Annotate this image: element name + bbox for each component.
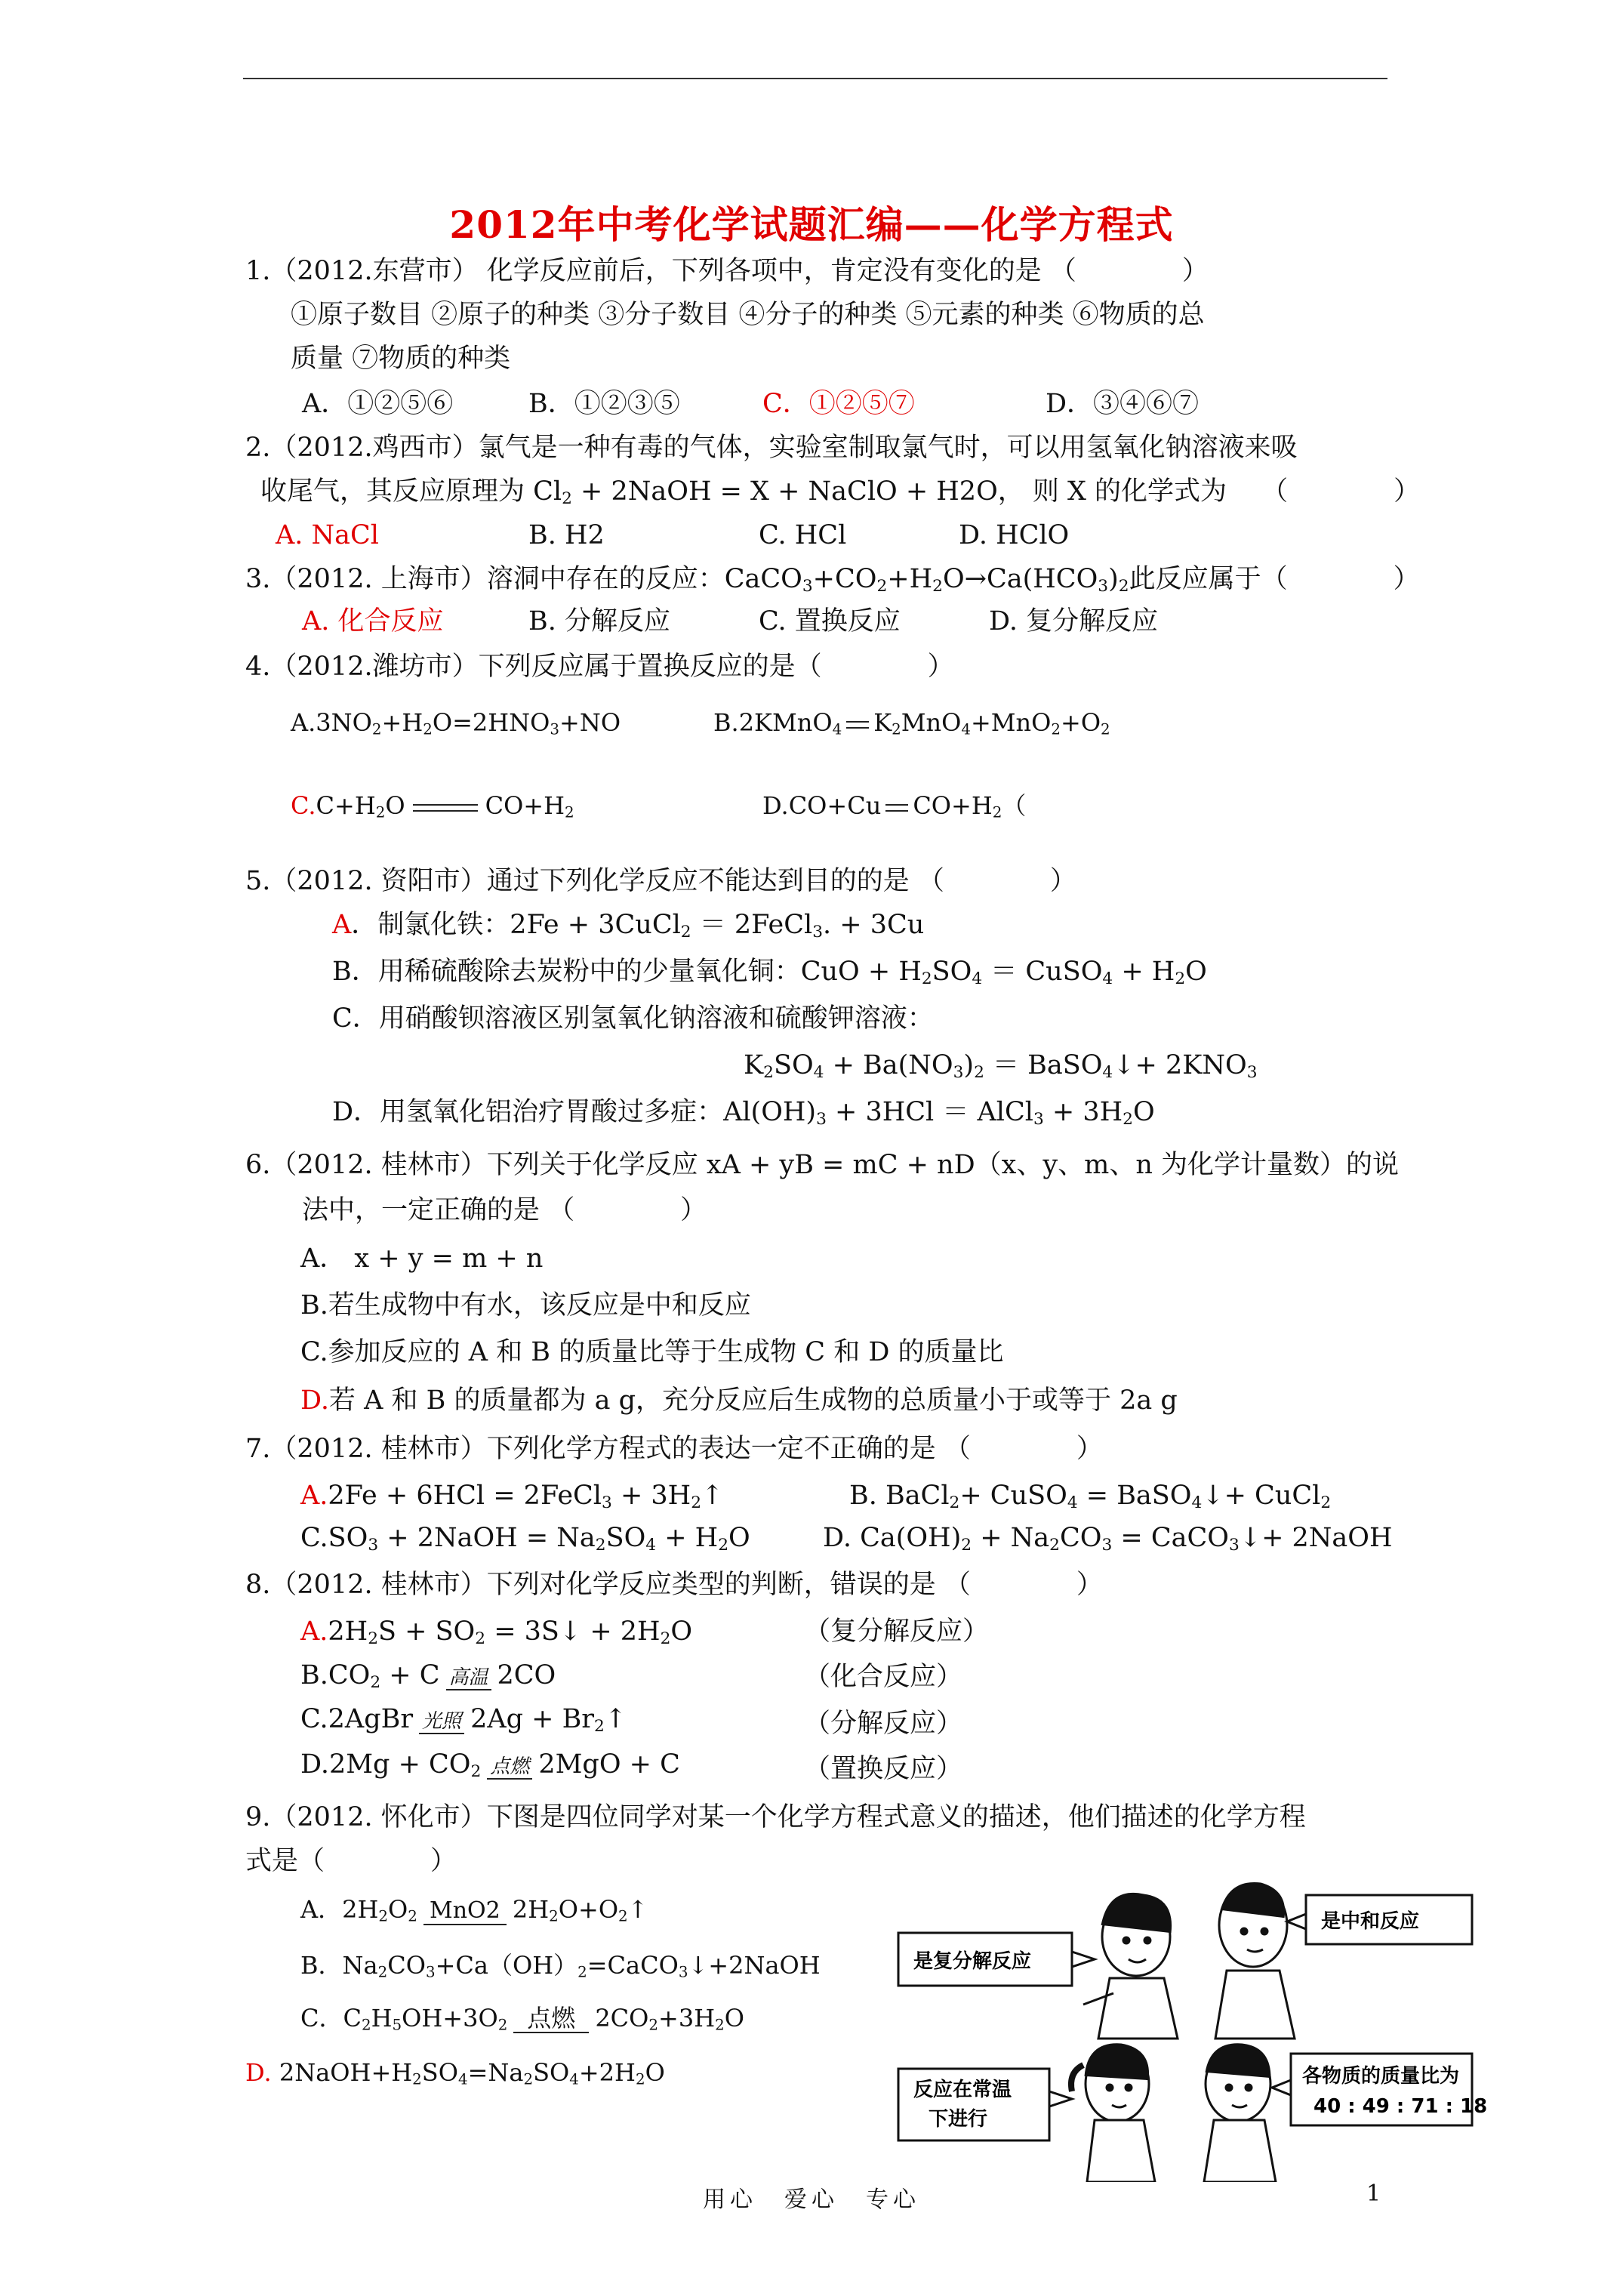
q9-cond-a: MnO2 xyxy=(430,1897,500,1924)
q9-option-b: B．$Na_2CO_3+Ca(OH)_2=CaCO_3↓+2NaOH$ xyxy=(300,1951,821,1981)
q7-option-c: $C.SO_3$ + 2NaOH = $Na_2SO_4 + H_2O$ xyxy=(300,1523,750,1555)
q5-option-a-letter: A xyxy=(332,910,352,940)
page-number: 1 xyxy=(1366,2180,1381,2207)
q5-option-d: D．用氢氧化铝治疗胃酸过多症：$Al(OH)_3 + 3HCl$ ＝ AlCl$_3$ + $3H_2O$ xyxy=(332,1097,1155,1129)
q9-stem-line2: 式是（ ） xyxy=(245,1846,457,1876)
q1-stem: 1.（2012.东营市） 化学反应前后，下列各项中，肯定没有变化的是 （ ） xyxy=(245,256,1209,286)
q8-type-b: （化合反应） xyxy=(804,1662,963,1692)
q3-stem-post: 此反应属于（ ） xyxy=(1129,564,1420,594)
q5-option-b: B．用稀硫酸除去炭粉中的少量氧化铜：CuO + $H_2SO_4$ ＝ CuSO$_4$ + $H_2O$ xyxy=(332,957,1207,988)
q7-option-d: D. $Ca(OH)_2 + Na_2CO_3$ = CaCO$_3$↓+ 2NaOH xyxy=(823,1523,1393,1555)
bubble-3-text-line1: 反应在常温 xyxy=(913,2079,1012,2101)
q5-option-b-text: B．用稀硫酸除去炭粉中的少量氧化铜： xyxy=(332,957,801,987)
q3-option-a: A. 化合反应 xyxy=(302,606,444,636)
q8-option-c: C.2AgBr 光照 $2Ag + Br_2↑$ xyxy=(300,1704,627,1736)
q8-option-b: $B.CO_2 + C$ 高温 2CO xyxy=(300,1660,556,1692)
q6-option-c: C.参加反应的 A 和 B 的质量比等于生成物 C 和 D 的质量比 xyxy=(300,1337,1004,1367)
q1-option-c: C．①②⑤⑦ xyxy=(762,389,915,419)
q4-option-c: $C.C+H_2O$ $CO+H_2$ xyxy=(291,791,574,821)
q1-option-d: D．③④⑥⑦ xyxy=(1046,389,1200,419)
q5-option-a-text: ．制氯化铁： xyxy=(351,910,510,940)
q4-option-d: D.CO+Cu $CO+H_2$（ xyxy=(762,791,1027,821)
q5-option-d-text: D．用氢氧化铝治疗胃酸过多症： xyxy=(332,1097,724,1127)
q2-option-d: D. HClO xyxy=(959,520,1070,550)
q3-option-d: D. 复分解反应 xyxy=(989,606,1159,636)
q4-option-c-label: C. xyxy=(291,791,316,820)
q3-option-b: B. 分解反应 xyxy=(528,606,670,636)
student-1-icon xyxy=(1083,1894,1178,2039)
q2-stem-line1: 2.（2012.鸡西市）氯气是一种有毒的气体，实验室制取氯气时，可以用氢氧化钠溶液来吸 xyxy=(245,433,1298,463)
q3-stem: 3.（2012. 上海市）溶洞中存在的反应：$CaCO_3+CO_2+H_2O\to Ca(HCO_3)_2$此反应属于（ ） xyxy=(245,564,1420,596)
q6-option-d-text: D.若 A 和 B 的质量都为 a g，充分反应后生成物的总质量小于或等于 2a g xyxy=(300,1385,1178,1416)
q4-stem: 4.（2012.潍坊市）下列反应属于置换反应的是（ ） xyxy=(245,652,954,682)
q4-option-d-label: D. xyxy=(762,791,789,820)
q2-stem-pre: 收尾气，其反应原理为 Cl xyxy=(260,476,562,507)
q2-stem-post: + 2NaOH = X + NaClO + H2O， 则 X 的化学式为 （ ） xyxy=(571,476,1421,507)
q2-stem-line2: 收尾气，其反应原理为 $Cl_2$ + 2NaOH = X + NaClO + H2O， 则 X 的化学式为 （ ） xyxy=(260,476,1421,508)
bubble-3-text-line2: 下进行 xyxy=(929,2108,988,2131)
q2-option-a: A. NaCl xyxy=(276,520,379,550)
q6-stem-line2: 法中，一定正确的是 （ ） xyxy=(302,1195,707,1225)
q9-option-c: C．$C_2H_5OH+3O_2$ 点燃 $2CO_2+3H_2O$ xyxy=(300,2004,744,2034)
q6-option-d xyxy=(300,1385,1178,1416)
students-cartoon-figure xyxy=(883,1865,1487,2182)
q2-option-c: C. HCl xyxy=(759,520,847,550)
q8-stem: 8.（2012. 桂林市）下列对化学反应类型的判断，错误的是 （ ） xyxy=(245,1570,1103,1600)
student-3-icon xyxy=(1071,2045,1155,2182)
q8-option-a: $A.2H_2S + SO_2$ = 3S↓ + $2H_2O$ xyxy=(300,1616,693,1648)
q8-cond-d: 点燃 xyxy=(490,1755,530,1778)
bubble-4-text-line2: 40 : 49 : 71 : 18 xyxy=(1313,2095,1487,2118)
q9-option-a: A．$2H_2O_2$ MnO2 $2H_2O+O_2↑$ xyxy=(300,1895,648,1925)
q4-option-b-label: B. xyxy=(713,708,739,737)
q8-cond-c: 光照 xyxy=(422,1710,462,1733)
q9-cond-c: 点燃 xyxy=(527,2004,576,2032)
q3-stem-pre: 3.（2012. 上海市）溶洞中存在的反应： xyxy=(245,564,725,594)
student-2-icon xyxy=(1215,1883,1295,2039)
page-title: 2012年中考化学试题汇编——化学方程式 xyxy=(449,202,1174,247)
q1-items-line1: ①原子数目 ②原子的种类 ③分子数目 ④分子的种类 ⑤元素的种类 ⑥物质的总 xyxy=(291,300,1205,330)
q8-type-c: （分解反应） xyxy=(804,1709,963,1739)
q5-option-c-equation: $K_2SO_4 + Ba(NO_3)_2$ ＝ BaSO$_4$↓+ $2KNO_3$ xyxy=(744,1050,1258,1082)
q7-option-a: A.2Fe + 6HCl = 2FeCl$_3$ + $3H_2↑$ xyxy=(300,1481,724,1512)
q4-option-b: B.2KMnO$_4$ $K_2MnO_4+MnO_2+O_2$ xyxy=(713,708,1110,738)
q6-option-a: A． x + y = m + n xyxy=(300,1244,544,1274)
bubble-1-text: 是复分解反应 xyxy=(913,1950,1032,1973)
q4-option-a: $A.3NO_2+H_2O=2HNO_3+NO$ xyxy=(291,708,621,738)
q1-option-b: B．①②③⑤ xyxy=(528,389,680,419)
q5-option-c: C．用硝酸钡溶液区别氢氧化钠溶液和硫酸钾溶液： xyxy=(332,1003,934,1034)
q3-option-c: C. 置换反应 xyxy=(759,606,901,636)
q7-stem: 7.（2012. 桂林市）下列化学方程式的表达一定不正确的是 （ ） xyxy=(245,1434,1103,1464)
q1-items-line2: 质量 ⑦物质的种类 xyxy=(291,344,511,374)
q8-option-d: $D.2Mg + CO_2$ 点燃 2MgO + C xyxy=(300,1749,680,1781)
bubble-4-text-line1: 各物质的质量比为 xyxy=(1302,2065,1460,2088)
q5-option-a: A．制氯化铁：2Fe + 3CuCl$_2$ ＝ 2FeCl$_3$. + 3Cu xyxy=(332,910,925,942)
q6-option-b: B.若生成物中有水，该反应是中和反应 xyxy=(300,1290,751,1321)
header-rule xyxy=(243,78,1387,79)
bubble-2-text: 是中和反应 xyxy=(1321,1910,1420,1933)
q7-option-b: B. BaCl$_2$+ CuSO$_4$ = BaSO$_4$↓+ CuCl$_2$ xyxy=(849,1481,1332,1512)
student-4-icon xyxy=(1204,2045,1276,2182)
q9-stem-line1: 9.（2012. 怀化市）下图是四位同学对某一个化学方程式意义的描述，他们描述的化学方程 xyxy=(245,1802,1306,1832)
q8-cond-b: 高温 xyxy=(448,1666,488,1689)
q1-option-a: A．①②⑤⑥ xyxy=(302,389,454,419)
q8-type-a: （复分解反应） xyxy=(804,1616,990,1647)
q9-option-d: D. $2NaOH+H_2SO_4=Na_2SO_4+2H_2O$ xyxy=(245,2058,665,2088)
q6-stem-line1: 6.（2012. 桂林市）下列关于化学反应 xA + yB = mC + nD（x、y、m、n 为化学计量数）的说 xyxy=(245,1150,1400,1180)
q5-stem: 5.（2012. 资阳市）通过下列化学反应不能达到目的的是 （ ） xyxy=(245,866,1076,896)
page-footer: 用心 爱心 专心 xyxy=(703,2187,920,2213)
q8-type-d: （置换反应） xyxy=(804,1754,963,1784)
q4-option-d-tail: （ xyxy=(1002,791,1027,820)
q4-option-a-label: A. xyxy=(291,708,316,737)
q2-option-b: B. H2 xyxy=(528,520,605,550)
